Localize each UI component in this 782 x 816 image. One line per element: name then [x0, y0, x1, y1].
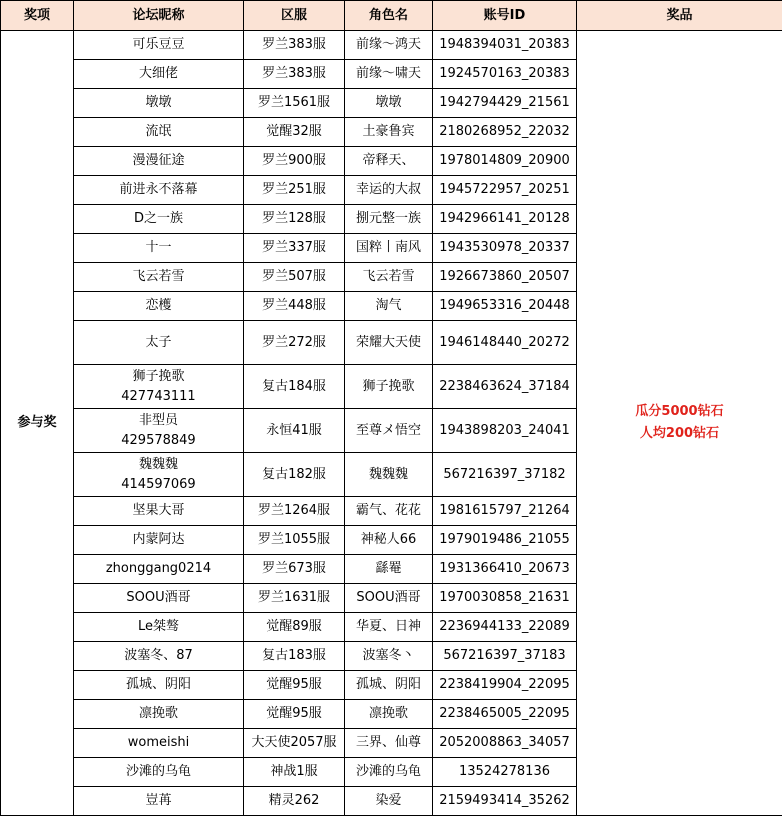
account-id-cell: 1981615797_21264	[433, 497, 577, 526]
nickname-text: 墩墩	[74, 93, 243, 113]
account-id-cell: 1926673860_20507	[433, 263, 577, 292]
role-cell: 至尊メ悟空	[345, 409, 433, 453]
server-cell: 罗兰507服	[244, 263, 345, 292]
nickname-text: 波塞冬、87	[74, 646, 243, 666]
server-cell: 罗兰1055服	[244, 526, 345, 555]
nickname-text: 太子	[74, 333, 243, 353]
account-id-cell: 1946148440_20272	[433, 321, 577, 365]
nickname-cell	[74, 729, 244, 758]
prize-cell	[577, 31, 782, 816]
role-cell: 繇罨	[345, 555, 433, 584]
role-cell: 荣耀大天使	[345, 321, 433, 365]
prize-text: 瓜分5000钻石	[577, 401, 782, 423]
server-cell: 觉醒95服	[244, 700, 345, 729]
role-cell: 魏魏魏	[345, 453, 433, 497]
table-row	[1, 31, 782, 60]
role-cell: 捌元整一族	[345, 205, 433, 234]
nickname-cell	[74, 365, 244, 409]
nickname-text: D之一族	[74, 209, 243, 229]
nickname-text: 大细佬	[74, 64, 243, 84]
account-id-cell: 2236944133_22089	[433, 613, 577, 642]
nickname-cell	[74, 497, 244, 526]
server-cell: 罗兰383服	[244, 31, 345, 60]
server-cell: 罗兰900服	[244, 147, 345, 176]
account-id-cell: 1942966141_20128	[433, 205, 577, 234]
nickname-cell	[74, 234, 244, 263]
server-cell: 精灵262	[244, 787, 345, 816]
account-id-cell: 1942794429_21561	[433, 89, 577, 118]
prize-text: 人均200钻石	[577, 423, 782, 445]
nickname-text: 427743111	[74, 387, 243, 407]
nickname-cell	[74, 292, 244, 321]
role-cell: 土豪鲁宾	[345, 118, 433, 147]
account-id-cell: 1943530978_20337	[433, 234, 577, 263]
server-cell: 罗兰1264服	[244, 497, 345, 526]
nickname-cell	[74, 453, 244, 497]
role-cell: 墩墩	[345, 89, 433, 118]
nickname-text: 漫漫征途	[74, 151, 243, 171]
nickname-text: 狮子挽歌	[74, 367, 243, 387]
server-cell: 大天使2057服	[244, 729, 345, 758]
account-id-cell: 1979019486_21055	[433, 526, 577, 555]
account-id-cell: 2238465005_22095	[433, 700, 577, 729]
server-cell: 复古182服	[244, 453, 345, 497]
role-cell: 幸运的大叔	[345, 176, 433, 205]
server-cell: 罗兰383服	[244, 60, 345, 89]
server-cell: 觉醒89服	[244, 613, 345, 642]
nickname-cell	[74, 321, 244, 365]
role-cell: 沙滩的乌龟	[345, 758, 433, 787]
role-cell: 神秘人66	[345, 526, 433, 555]
account-id-cell: 567216397_37183	[433, 642, 577, 671]
account-id-cell: 1924570163_20383	[433, 60, 577, 89]
server-cell: 永恒41服	[244, 409, 345, 453]
nickname-cell	[74, 409, 244, 453]
account-id-cell: 1978014809_20900	[433, 147, 577, 176]
nickname-text: 坚果大哥	[74, 501, 243, 521]
role-cell: 孤城、阴阳	[345, 671, 433, 700]
server-cell: 罗兰1561服	[244, 89, 345, 118]
server-cell: 复古184服	[244, 365, 345, 409]
header-row	[1, 1, 782, 31]
role-cell: 帝释天、	[345, 147, 433, 176]
account-id-cell: 2159493414_35262	[433, 787, 577, 816]
role-cell: 飞云若雪	[345, 263, 433, 292]
role-cell: 国粹丨南风	[345, 234, 433, 263]
role-cell: 华夏、日神	[345, 613, 433, 642]
nickname-text: SOOU酒哥	[74, 588, 243, 608]
nickname-cell	[74, 176, 244, 205]
server-cell: 罗兰448服	[244, 292, 345, 321]
nickname-text: 沙滩的乌龟	[74, 762, 243, 782]
role-cell: 淘气	[345, 292, 433, 321]
nickname-cell	[74, 31, 244, 60]
server-cell: 罗兰1631服	[244, 584, 345, 613]
header-prize: 奖品	[577, 1, 782, 31]
server-cell: 罗兰337服	[244, 234, 345, 263]
nickname-cell	[74, 671, 244, 700]
role-cell: 波塞冬丶	[345, 642, 433, 671]
header-award: 奖项	[1, 1, 74, 31]
account-id-cell: 2238463624_37184	[433, 365, 577, 409]
nickname-text: 魏魏魏	[74, 455, 243, 475]
nickname-text: Le桀骜	[74, 617, 243, 637]
role-cell: 狮子挽歌	[345, 365, 433, 409]
role-cell: 霸气、花花	[345, 497, 433, 526]
nickname-text: womeishi	[74, 733, 243, 753]
nickname-cell	[74, 700, 244, 729]
role-cell: 染爱	[345, 787, 433, 816]
header-nickname: 论坛昵称	[74, 1, 244, 31]
nickname-cell	[74, 758, 244, 787]
account-id-cell: 2052008863_34057	[433, 729, 577, 758]
nickname-text: 内蒙阿达	[74, 530, 243, 550]
nickname-cell	[74, 205, 244, 234]
nickname-text: 414597069	[74, 475, 243, 495]
account-id-cell: 1945722957_20251	[433, 176, 577, 205]
server-cell: 觉醒32服	[244, 118, 345, 147]
role-cell: 凛挽歌	[345, 700, 433, 729]
nickname-cell	[74, 89, 244, 118]
nickname-cell	[74, 613, 244, 642]
account-id-cell: 1970030858_21631	[433, 584, 577, 613]
nickname-text: 十一	[74, 238, 243, 258]
nickname-text: 凛挽歌	[74, 704, 243, 724]
nickname-text: 恋檴	[74, 296, 243, 316]
account-id-cell: 1943898203_24041	[433, 409, 577, 453]
role-cell: SOOU酒哥	[345, 584, 433, 613]
server-cell: 觉醒95服	[244, 671, 345, 700]
role-cell: 前缘～鸿天	[345, 31, 433, 60]
nickname-cell	[74, 787, 244, 816]
account-id-cell: 2238419904_22095	[433, 671, 577, 700]
nickname-text: zhonggang0214	[74, 559, 243, 579]
account-id-cell: 1949653316_20448	[433, 292, 577, 321]
nickname-text: 可乐豆豆	[74, 35, 243, 55]
nickname-cell	[74, 584, 244, 613]
server-cell: 罗兰673服	[244, 555, 345, 584]
role-cell: 三界、仙尊	[345, 729, 433, 758]
nickname-text: 前进永不落幕	[74, 180, 243, 200]
nickname-text: 孤城、阴阳	[74, 675, 243, 695]
server-cell: 神战1服	[244, 758, 345, 787]
nickname-cell	[74, 526, 244, 555]
nickname-cell	[74, 555, 244, 584]
account-id-cell: 567216397_37182	[433, 453, 577, 497]
award-cell: 参与奖	[1, 31, 74, 816]
server-cell: 罗兰251服	[244, 176, 345, 205]
account-id-cell: 13524278136	[433, 758, 577, 787]
nickname-text: 流氓	[74, 122, 243, 142]
header-server: 区服	[244, 1, 345, 31]
nickname-text: 豈苒	[74, 791, 243, 811]
account-id-cell: 1931366410_20673	[433, 555, 577, 584]
account-id-cell: 1948394031_20383	[433, 31, 577, 60]
nickname-text: 非型员	[74, 411, 243, 431]
nickname-cell	[74, 147, 244, 176]
nickname-text: 429578849	[74, 431, 243, 451]
server-cell: 复古183服	[244, 642, 345, 671]
role-cell: 前缘～啸天	[345, 60, 433, 89]
nickname-text: 飞云若雪	[74, 267, 243, 287]
server-cell: 罗兰128服	[244, 205, 345, 234]
table-body	[1, 31, 782, 816]
header-account-id: 账号ID	[433, 1, 577, 31]
nickname-cell	[74, 60, 244, 89]
nickname-cell	[74, 118, 244, 147]
header-role: 角色名	[345, 1, 433, 31]
account-id-cell: 2180268952_22032	[433, 118, 577, 147]
nickname-cell	[74, 263, 244, 292]
nickname-cell	[74, 642, 244, 671]
server-cell: 罗兰272服	[244, 321, 345, 365]
